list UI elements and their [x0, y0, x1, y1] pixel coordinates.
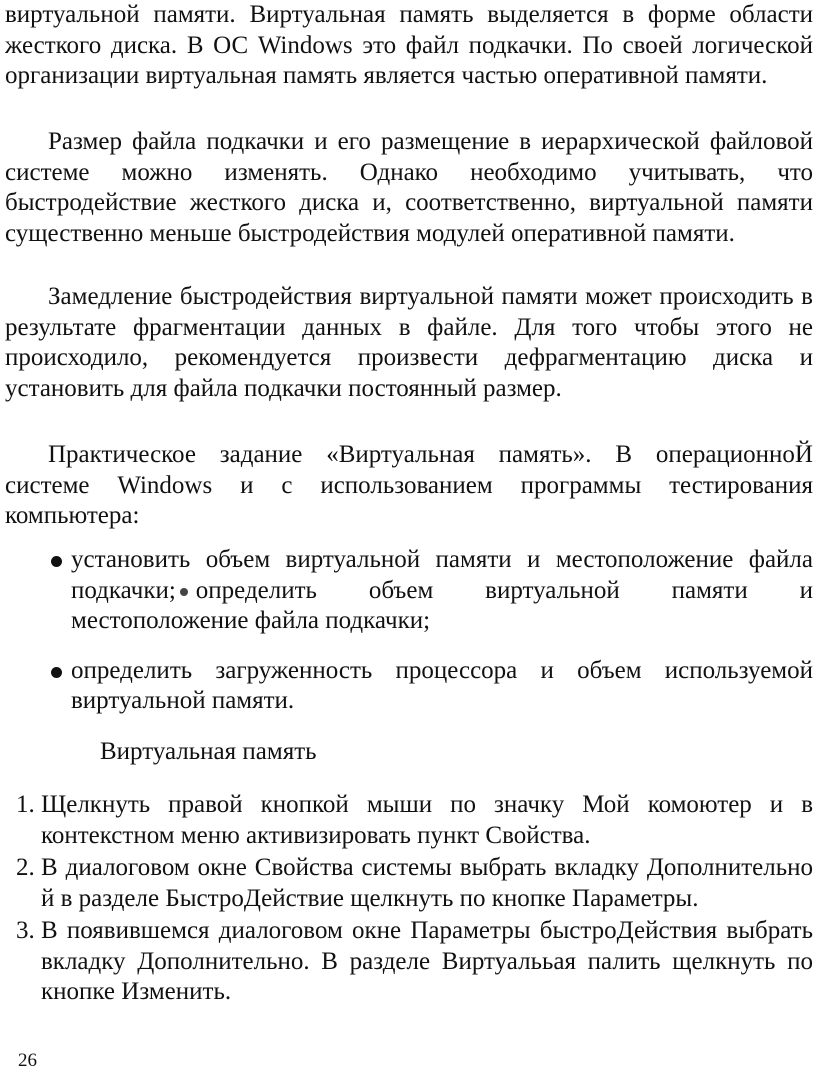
step-text: Щелкнуть правой кнопкой мыши по значку Мой комоютер и в контекстном меню активизировать пункт Свойства.: [41, 791, 813, 849]
bullet-icon: [51, 556, 62, 567]
paragraph-fragmentation: Замедление быстродействия виртуальной памяти может происходить в результате фрагментации данных в файле. Для того чтобы этого не происходило, рекомендуется произвести дефрагментацию диска и установить для файла подкачки постоянный размер.: [5, 283, 813, 402]
step-number: 1.: [16, 791, 35, 818]
steps-list: [5, 790, 813, 1008]
step-item: [5, 790, 813, 851]
bullet-text: определить объем виртуальной памяти и местоположение файла подкачки;: [71, 576, 813, 634]
page-number: 26: [18, 1050, 37, 1071]
section-heading: Виртуальная память: [100, 738, 317, 765]
paragraph-practical-task: Практическое задание «Виртуальная память». В операционноЙ системе Windows и с использованием программы тестирования компьютера:: [5, 441, 813, 529]
bullet-icon: [51, 667, 62, 678]
task-bullet-list: [5, 545, 813, 717]
step-number: 2.: [16, 854, 35, 881]
step-item: [5, 853, 813, 914]
paragraph-continuation: виртуальной памяти. Виртуальная память выделяется в форме области жесткого диска. В ОС Windows это файл подкачки. По своей логической организации виртуальная память является частью оперативной памяти.: [5, 1, 813, 89]
bullet-text: установить объем виртуальной памяти и местоположение файла подкачки;: [71, 546, 813, 604]
step-item: [5, 916, 813, 1008]
inline-bullet-icon: [180, 588, 188, 596]
paragraph-page-file-size: Размер файла подкачки и его размещение в иерархической файловой системе можно изменять. Однако необходимо учитывать, что быстродействие жесткого диска и, соответственно, виртуальной памяти существенно меньше быстродействия модулей оперативной памяти.: [5, 128, 813, 247]
step-number: 3.: [16, 917, 35, 944]
step-text: В появившемся диалоговом окне Параметры быстроДействия выбрать вкладку Дополнительно. В разделе Виртуалььая палить щелкнуть по кнопке Изменить.: [41, 917, 813, 1005]
bullet-item: [5, 545, 813, 637]
bullet-item: [5, 656, 813, 717]
bullet-text: определить загруженность процессора и объем используемой виртуальной памяти.: [71, 656, 813, 714]
step-text: В диалоговом окне Свойства системы выбрать вкладку Дополнительно й в разделе БыстроДействие щелкнуть по кнопке Параметры.: [41, 854, 813, 912]
